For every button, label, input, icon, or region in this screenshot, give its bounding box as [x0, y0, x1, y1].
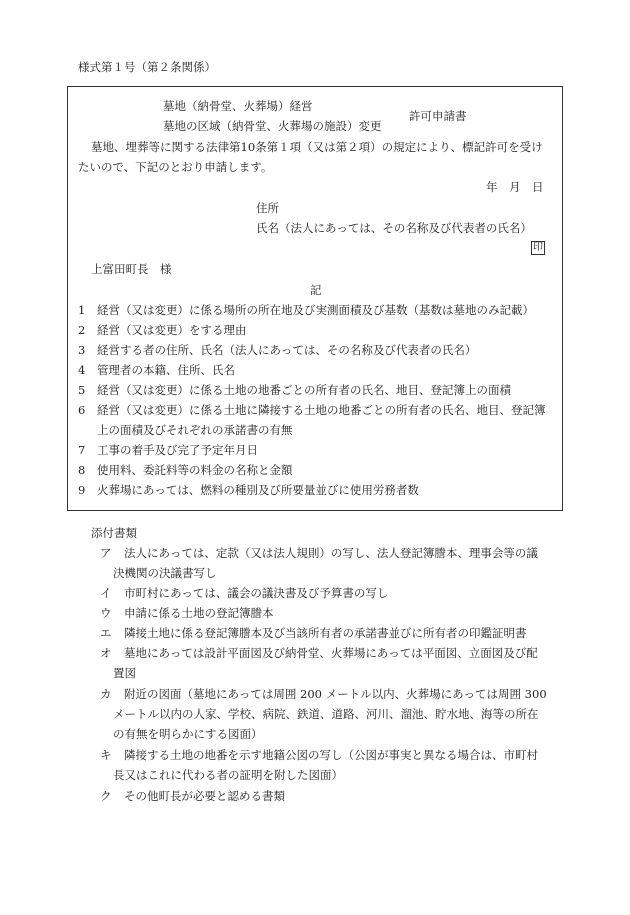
attachment-mark: キ — [100, 748, 112, 762]
application-date: 年 月 日 — [486, 180, 544, 194]
attachment-mark: ク — [100, 789, 112, 803]
item-text: 火葬場にあっては、燃料の種別及び所要量並びに使用労務者数 — [97, 483, 419, 497]
item-number: 2 — [78, 323, 86, 337]
item-number: 9 — [78, 483, 86, 497]
attachment-text-continued: メートル以内の人家、学校、病院、鉄道、道路、河川、溜池、貯水地、海等の所在 — [113, 707, 539, 721]
attachment-mark: ウ — [100, 606, 112, 620]
ki-heading: 記 — [310, 283, 322, 297]
attachment-text-continued: の有無を明らかにする図面） — [113, 727, 263, 741]
item-text: 工事の着手及び完了予定年月日 — [97, 443, 258, 457]
attachment-text: 法人にあっては、定款（又は法人規則）の写し、法人登記簿謄本、理事会等の議 — [124, 546, 538, 560]
name-label: 氏名（法人にあっては、その名称及び代表者の氏名） — [256, 221, 532, 235]
body-text-line1: 墓地、埋葬等に関する法律第10条第１項（又は第２項）の規定により、標記許可を受け — [91, 140, 543, 154]
item-text: 経営（又は変更）をする理由 — [97, 323, 247, 337]
attachment-mark: イ — [100, 586, 112, 600]
purpose-line-management: 墓地（納骨堂、火葬場）経営 — [163, 99, 313, 113]
addressee: 上富田町長 様 — [91, 262, 172, 276]
item-number: 8 — [78, 463, 86, 477]
item-text: 管理者の本籍、住所、氏名 — [97, 363, 235, 377]
item-number: 4 — [78, 363, 86, 377]
attachment-mark: エ — [100, 626, 112, 640]
item-text: 使用料、委託料等の料金の名称と金額 — [97, 463, 293, 477]
attachment-text: 市町村にあっては、議会の議決書及び予算書の写し — [124, 586, 389, 600]
address-label: 住所 — [256, 201, 279, 215]
purpose-line-change: 墓地の区域（納骨堂、火葬場の施設）変更 — [163, 119, 382, 133]
attachment-text: その他町長が必要と認める書類 — [124, 789, 285, 803]
item-number: 1 — [78, 303, 86, 317]
attachment-mark: カ — [100, 687, 112, 701]
item-text: 経営（又は変更）に係る土地の地番ごとの所有者の氏名、地目、登記簿上の面積 — [97, 383, 511, 397]
attachment-text: 申請に係る土地の登記簿謄本 — [124, 606, 274, 620]
item-number: 5 — [78, 383, 86, 397]
attachment-mark: ア — [100, 546, 112, 560]
attachment-text: 隣接土地に係る登記簿謄本及び当該所有者の承諾書並びに所有者の印鑑証明書 — [124, 626, 527, 640]
form-type-title: 許可申請書 — [409, 109, 467, 123]
form-number: 様式第１号（第２条関係） — [78, 60, 216, 74]
attachments-title: 添付書類 — [91, 526, 137, 540]
item-text-continued: 上の面積及びそれぞれの承諾書の有無 — [97, 423, 293, 437]
seal-mark: 印 — [533, 242, 543, 253]
item-text: 経営（又は変更）に係る土地に隣接する土地の地番ごとの所有者の氏名、地目、登記簿 — [97, 403, 546, 417]
attachment-text-continued: 長又はこれに代わる者の証明を附した図面） — [113, 768, 343, 782]
body-text-line2: たいので、下記のとおり申請します。 — [78, 160, 273, 174]
item-text: 経営（又は変更）に係る場所の所在地及び実測面積及び基数（基数は墓地のみ記載） — [97, 303, 534, 317]
attachment-text-continued: 決機関の決議書写し — [113, 566, 217, 580]
item-number: 3 — [78, 343, 86, 357]
item-text: 経営する者の住所、氏名（法人にあっては、その名称及び代表者の氏名） — [97, 343, 477, 357]
attachment-text: 隣接する土地の地番を示す地籍公図の写し（公図が事実と異なる場合は、市町村 — [124, 748, 538, 762]
attachment-text: 墓地にあっては設計平面図及び納骨堂、火葬場にあっては平面図、立面図及び配 — [124, 646, 538, 660]
item-number: 7 — [78, 443, 86, 457]
attachment-mark: オ — [100, 646, 112, 660]
attachment-text-continued: 置図 — [113, 666, 136, 680]
item-number: 6 — [78, 403, 86, 417]
attachment-text: 附近の図面（墓地にあっては周囲 200 メートル以内、火葬場にあっては周囲 300 — [124, 687, 547, 701]
